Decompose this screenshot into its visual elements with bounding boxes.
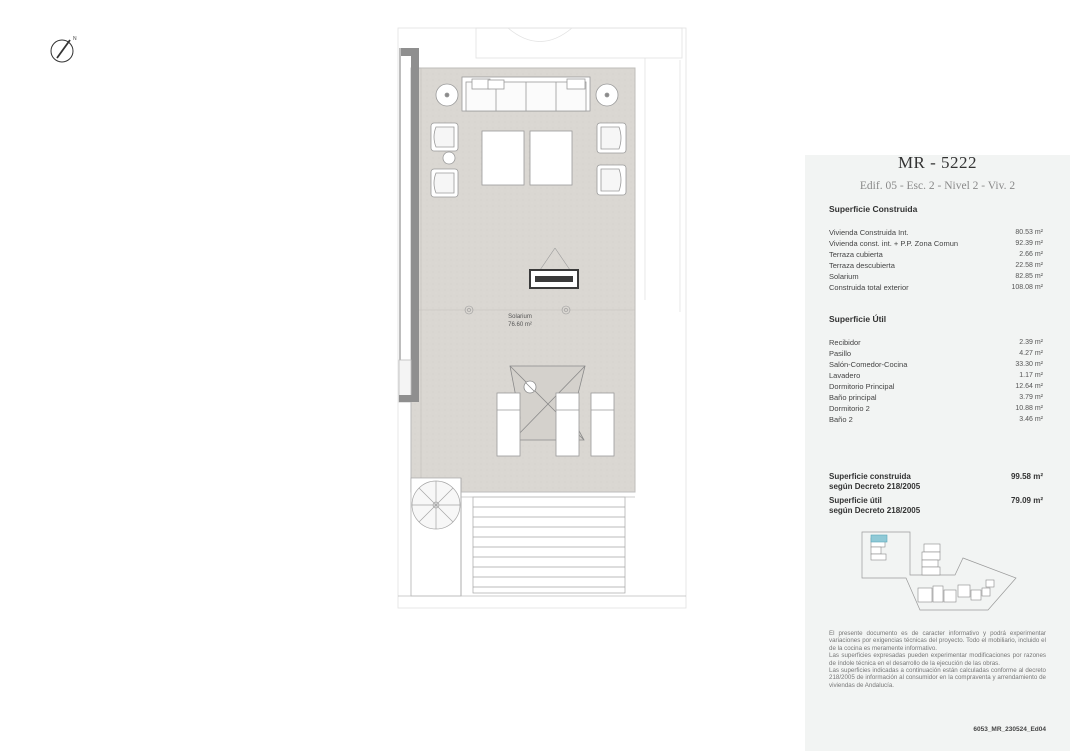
total-label-line2: según Decreto 218/2005 xyxy=(829,482,921,491)
built-row xyxy=(829,227,1043,238)
legal-disclaimer xyxy=(829,630,1046,689)
built-row-label: Vivienda Construida Int. xyxy=(829,228,909,237)
unit-location: Edif. 05 - Esc. 2 - Nivel 2 - Viv. 2 xyxy=(859,180,1016,192)
disclaimer-paragraph: Las superficies indicadas a continuación están calculadas conforme al decreto 218/2005 de información al consumidor en la compraventa y arrendamiento de viviendas de Andalucía. xyxy=(829,667,1046,689)
spiral-stair xyxy=(411,478,461,596)
useful-row xyxy=(829,337,1043,348)
sofa xyxy=(462,77,590,111)
straight-stairs xyxy=(473,497,625,593)
built-row xyxy=(829,238,1043,249)
built-row xyxy=(829,271,1043,282)
total-label-line2: según Decreto 218/2005 xyxy=(829,506,921,515)
built-row xyxy=(829,249,1043,260)
built-row xyxy=(829,260,1043,271)
useful-row-label: Dormitorio 2 xyxy=(829,404,870,413)
current-unit-highlight xyxy=(871,535,887,542)
document-code: 6053_MR_230524_Ed04 xyxy=(973,726,1046,733)
useful-row-value: 1.17 m² xyxy=(1019,372,1043,379)
north-label: N xyxy=(73,36,77,42)
useful-row-value: 4.27 m² xyxy=(1019,350,1043,357)
total-label-line1: Superficie construida xyxy=(829,472,911,481)
built-row-value: 92.39 m² xyxy=(1015,240,1043,247)
info-panel-top xyxy=(805,0,1070,155)
left-wall xyxy=(399,48,419,402)
useful-row-label: Dormitorio Principal xyxy=(829,382,895,391)
built-row-value: 22.58 m² xyxy=(1015,262,1043,269)
total-label-line1: Superficie útil xyxy=(829,496,882,505)
built-row-label: Terraza descubierta xyxy=(829,261,895,270)
disclaimer-paragraph: El presente documento es de caracter informativo y podrá experimentar variaciones por exigencias técnicas del proyecto. Todo el mobiliario, incluido el de la cocina es meramente informativo. xyxy=(829,630,1046,652)
built-row-value: 80.53 m² xyxy=(1015,229,1043,236)
useful-row-label: Baño principal xyxy=(829,393,877,402)
built-row-value: 108.08 m² xyxy=(1011,284,1043,291)
useful-row-label: Lavadero xyxy=(829,371,861,380)
useful-row xyxy=(829,370,1043,381)
unit-code: MR - 5222 xyxy=(897,153,978,172)
built-row-value: 2.66 m² xyxy=(1019,251,1043,258)
site-key-plan xyxy=(858,530,1018,612)
useful-row-value: 3.79 m² xyxy=(1019,394,1043,401)
useful-row xyxy=(829,392,1043,403)
useful-row xyxy=(829,381,1043,392)
room-name: Solarium xyxy=(508,314,532,320)
total-value: 99.58 m² xyxy=(1010,472,1043,481)
disclaimer-paragraph: Las superficies expresadas pueden experimentar modificaciones por razones de índole técnica en el desarrollo de la ejecución de las obras. xyxy=(829,652,1046,667)
useful-row-value: 33.30 m² xyxy=(1015,361,1043,368)
built-area-title: Superficie Construida xyxy=(829,204,918,214)
useful-row-label: Pasillo xyxy=(829,349,852,358)
total-built-decree xyxy=(829,472,1043,492)
useful-row-label: Salón-Comedor-Cocina xyxy=(829,360,908,369)
total-useful-decree xyxy=(829,496,1043,516)
site-buildings xyxy=(871,538,994,602)
built-row-label: Vivienda const. int. + P.P. Zona Comun xyxy=(829,239,959,248)
useful-area-title: Superficie Útil xyxy=(829,314,887,324)
useful-row-label: Baño 2 xyxy=(829,415,853,424)
useful-row xyxy=(829,403,1043,414)
solarium-label xyxy=(490,314,550,329)
useful-row xyxy=(829,348,1043,359)
useful-row-value: 10.88 m² xyxy=(1015,405,1043,412)
built-row-label: Solarium xyxy=(829,272,859,281)
total-value: 79.09 m² xyxy=(1010,496,1043,505)
useful-row xyxy=(829,414,1043,425)
built-row xyxy=(829,282,1043,293)
built-row-label: Construida total exterior xyxy=(829,283,909,292)
built-row-value: 82.85 m² xyxy=(1015,273,1043,280)
useful-row-value: 2.39 m² xyxy=(1019,339,1043,346)
room-area: 76.60 m² xyxy=(508,321,532,328)
useful-row xyxy=(829,359,1043,370)
useful-row-label: Recibidor xyxy=(829,338,861,347)
built-row-label: Terraza cubierta xyxy=(829,250,883,259)
north-compass-icon xyxy=(51,40,73,62)
useful-row-value: 12.64 m² xyxy=(1015,383,1043,390)
useful-row-value: 3.46 m² xyxy=(1019,416,1043,423)
